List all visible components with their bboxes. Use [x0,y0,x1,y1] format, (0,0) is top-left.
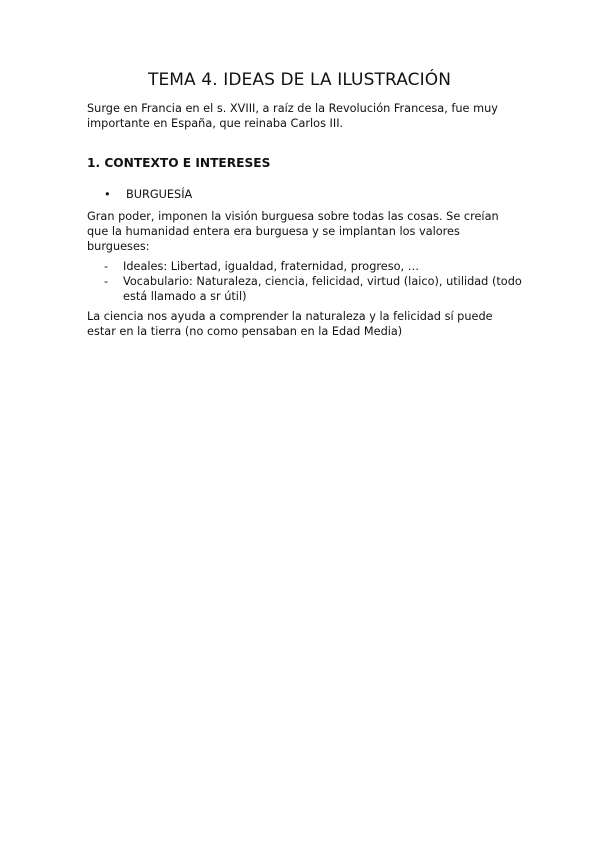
document-title: TEMA 4. IDEAS DE LA ILUSTRACIÓN [147,70,452,90]
bullet-item-label: BURGUESÍA [126,188,193,201]
dash-item-text: Vocabulario: Naturaleza, ciencia, felicidad, virtud (laico), utilidad (todo está llamado a sr útil) [123,275,522,303]
paragraph-ciencia: La ciencia nos ayuda a comprender la naturaleza y la felicidad sí puede estar en la tierra (no como pensaban en la Edad Media) [87,310,493,338]
dash-marker: - [104,260,109,273]
dash-list-item [87,259,527,274]
section-heading: 1. CONTEXTO E INTERESES [87,156,271,170]
dash-item-text: Ideales: Libertad, igualdad, fraternidad, progreso, … [123,260,420,273]
intro-paragraph: Surge en Francia en el s. XVIII, a raíz de la Revolución Francesa, fue muy importante en España, que reinaba Carlos III. [87,102,498,130]
dash-list [87,259,527,304]
bullet-list-item [104,187,193,202]
bullet-marker: • [104,188,111,201]
paragraph-burguesia: Gran poder, imponen la visión burguesa sobre todas las cosas. Se creían que la humanidad entera era burguesa y se implantan los valores burgueses: [87,210,499,253]
dash-list-item [87,274,527,304]
dash-marker: - [104,275,109,288]
